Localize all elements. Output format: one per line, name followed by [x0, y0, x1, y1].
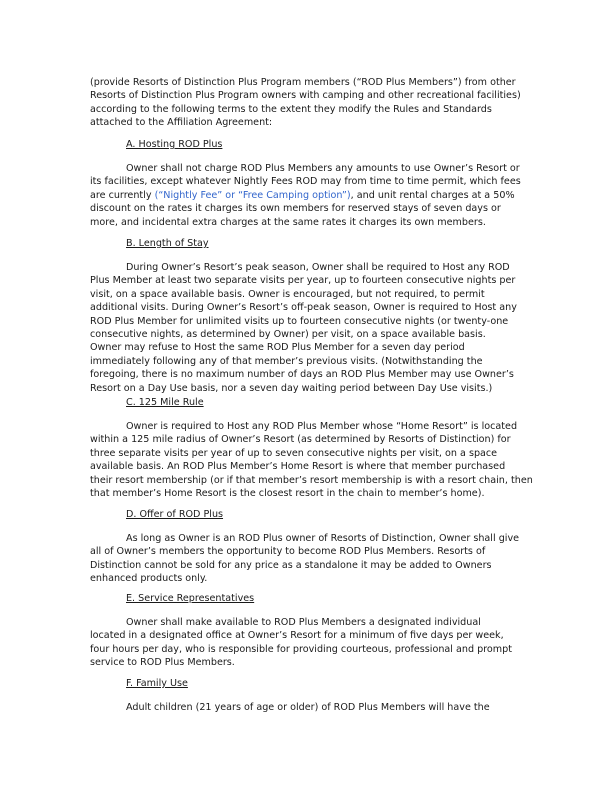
section-heading-125-mile-rule: C. 125 Mile Rule	[126, 397, 204, 408]
paragraph-line: consecutive nights, as determined by Owner) per visit, on a space available basis.	[90, 329, 486, 341]
intro-line: according to the following terms to the extent they modify the Rules and Standards	[90, 103, 492, 115]
section-heading-service-representatives: E. Service Representatives	[126, 593, 255, 604]
section-heading-offer: D. Offer of ROD Plus	[126, 509, 224, 520]
paragraph-line: Owner shall not charge ROD Plus Members any amounts to use Owner’s Resort or	[126, 163, 520, 174]
paragraph-line: ROD Plus Member for unlimited visits up to fourteen consecutive nights (or twenty-one	[90, 315, 509, 327]
paragraph-line: Owner is required to Host any ROD Plus Member whose “Home Resort” is located	[126, 421, 518, 432]
paragraph-line: within a 125 mile radius of Owner’s Resort (as determined by Resorts of Distinction) for	[90, 434, 511, 446]
intro-line: (provide Resorts of Distinction Plus Program members (“ROD Plus Members”) from other	[90, 77, 516, 88]
paragraph-line: its facilities, except whatever Nightly Fees ROD may from time to time permit, which fees	[90, 176, 521, 188]
paragraph-line	[90, 189, 530, 202]
paragraph-line: all of Owner’s members the opportunity to become ROD Plus Members. Resorts of	[90, 546, 486, 558]
section-paragraph-125-mile-rule	[90, 420, 533, 500]
intro-paragraph	[90, 76, 530, 130]
section-paragraph-offer	[90, 532, 530, 586]
paragraph-line: more, and incidental extra charges at the same rates it charges its own members.	[90, 216, 486, 228]
paragraph-line: Owner shall make available to ROD Plus Members a designated individual	[126, 617, 481, 628]
section-paragraph-service-representatives	[90, 616, 530, 670]
section-heading-hosting: A. Hosting ROD Plus	[126, 139, 223, 150]
paragraph-line: located in a designated office at Owner’s Resort for a minimum of five days per week,	[90, 630, 504, 642]
paragraph-line: During Owner’s Resort’s peak season, Owner shall be required to Host any ROD	[126, 262, 510, 273]
paragraph-line: immediately following any of that member’s previous visits. (Notwithstanding the	[90, 355, 483, 367]
paragraph-line: Distinction cannot be sold for any price as a standalone it may be added to Owners	[90, 559, 492, 571]
intro-line: Resorts of Distinction Plus Program owners with camping and other recreational facilities)	[90, 90, 521, 102]
paragraph-text: , and unit rental charges at a 50%	[350, 189, 515, 201]
paragraph-line: foregoing, there is no maximum number of days an ROD Plus Member may use Owner’s	[90, 369, 514, 381]
paragraph-line: four hours per day, who is responsible for providing courteous, professional and prompt	[90, 643, 512, 655]
paragraph-line: As long as Owner is an ROD Plus owner of Resorts of Distinction, Owner shall give	[126, 533, 520, 544]
intro-line: attached to the Affiliation Agreement:	[90, 117, 273, 129]
section-heading-length-of-stay: B. Length of Stay	[126, 238, 209, 249]
paragraph-line: service to ROD Plus Members.	[90, 657, 235, 669]
section-paragraph-length-of-stay	[90, 261, 530, 395]
section-heading-family-use: F. Family Use	[126, 678, 188, 689]
paragraph-line: three separate visits per year of up to seven consecutive nights per visit, on a space	[90, 447, 498, 459]
section-paragraph-family-use	[90, 701, 530, 714]
paragraph-line: Owner may refuse to Host the same ROD Plus Member for a seven day period	[90, 342, 465, 354]
paragraph-text: are currently	[90, 189, 155, 201]
section-paragraph-hosting	[90, 162, 530, 229]
paragraph-line: visit, on a space available basis. Owner is encouraged, but not required, to permit	[90, 288, 485, 300]
paragraph-line: discount on the rates it charges its own members for reserved stays of seven days or	[90, 203, 501, 215]
paragraph-line: Resort on a Day Use basis, nor a seven day waiting period between Day Use visits.)	[90, 382, 493, 394]
paragraph-line: Adult children (21 years of age or older) of ROD Plus Members will have the	[126, 702, 490, 713]
nightly-fee-link[interactable]: (“Nightly Fee” or “Free Camping option”)	[154, 189, 351, 201]
paragraph-line: their resort membership (or if that member’s resort membership is with a resort chain, then	[90, 474, 533, 486]
paragraph-line: available basis. An ROD Plus Member’s Home Resort is where that member purchased	[90, 461, 506, 473]
paragraph-line: that member’s Home Resort is the closest resort in the chain to member’s home).	[90, 488, 485, 500]
paragraph-line: Plus Member at least two separate visits per year, up to fourteen consecutive nights per	[90, 275, 516, 287]
paragraph-line: additional visits. During Owner’s Resort’s off-peak season, Owner is required to Host any	[90, 302, 517, 314]
paragraph-line: enhanced products only.	[90, 573, 208, 585]
